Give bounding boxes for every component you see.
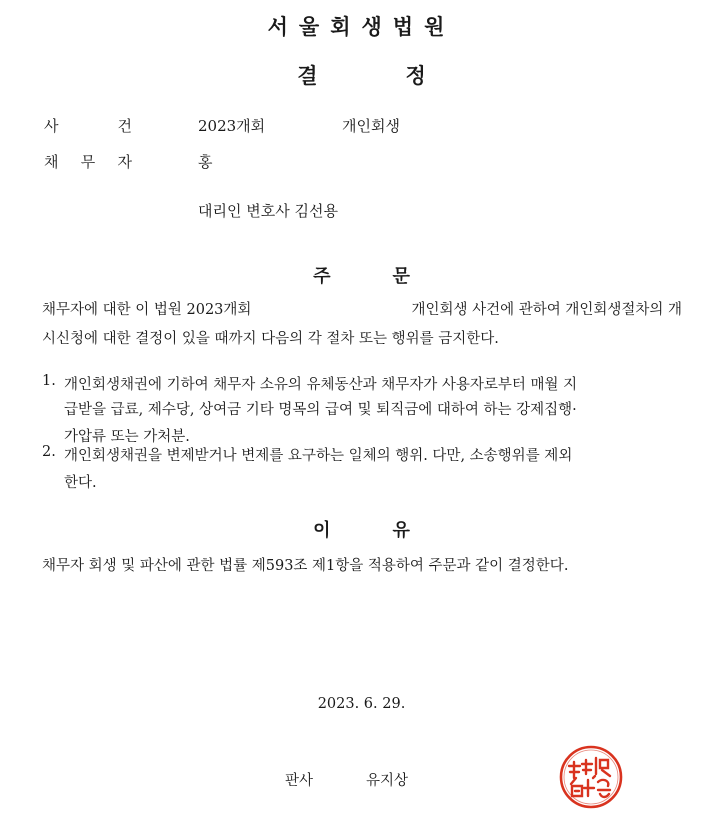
list-item-continued (64, 398, 675, 446)
debtor-label (44, 151, 132, 172)
debtor-label-char: 무 (80, 153, 96, 171)
order-intro-line (42, 298, 682, 319)
judge-name: 유지상 (366, 773, 409, 789)
reason-heading-char: 이 (313, 520, 331, 541)
order-intro (42, 298, 682, 348)
order-intro-text: 개인회생 사건에 관하여 개인회생절차의 개 (411, 302, 682, 318)
debtor-label-char: 자 (117, 153, 132, 171)
reason-heading-char: 유 (392, 520, 410, 541)
case-label (44, 115, 132, 136)
list-item-line: 한다. (64, 475, 97, 491)
debtor-label-char: 채 (44, 153, 59, 171)
list-item-line: 개인회생채권에 기하여 채무자 소유의 유체동산과 채무자가 사용자로부터 매월 지 (64, 377, 578, 393)
order-heading (0, 262, 723, 288)
legal-representative: 대리인 변호사 김선용 (198, 202, 338, 220)
reason-heading (0, 516, 723, 542)
list-item-number: 1. (42, 373, 56, 389)
order-heading-char: 문 (392, 266, 410, 287)
reason-text: 채무자 회생 및 파산에 관한 법률 제593조 제1항을 적용하여 주문과 같이 결정한다. (42, 558, 569, 574)
list-item-line: 급받을 급료, 제수당, 상여금 기타 명목의 급여 및 퇴직금에 대하여 하는 강제집행· (64, 402, 577, 418)
list-item (64, 373, 675, 394)
order-heading-char: 주 (313, 266, 331, 287)
case-label-char: 사 (44, 117, 59, 135)
doc-type-char: 정 (405, 64, 426, 88)
list-item-line: 가압류 또는 가처분. (64, 429, 190, 445)
document-type-title (0, 60, 723, 90)
court-name: 서울회생법원 (267, 15, 456, 39)
list-item-number: 2. (42, 444, 56, 460)
order-intro-text: 시신청에 대한 결정이 있을 때까지 다음의 각 절차 또는 행위를 금지한다. (42, 331, 499, 347)
debtor-name: 홍 (198, 153, 213, 171)
seal-icon (558, 744, 624, 810)
doc-type-char: 결 (297, 64, 318, 88)
list-item-line: 개인회생채권을 변제받거나 변제를 요구하는 일체의 행위. 다만, 소송행위를 제외 (64, 448, 573, 464)
case-number: 2023개회 (198, 117, 266, 135)
case-label-char: 건 (117, 117, 132, 135)
list-item (64, 444, 664, 492)
judge-title: 판사 (285, 773, 314, 789)
order-intro-text: 채무자에 대한 이 법원 2023개회 (42, 302, 252, 318)
judge-seal-stamp (558, 744, 624, 810)
case-type: 개인회생 (342, 117, 400, 135)
decision-date: 2023. 6. 29. (317, 696, 406, 712)
